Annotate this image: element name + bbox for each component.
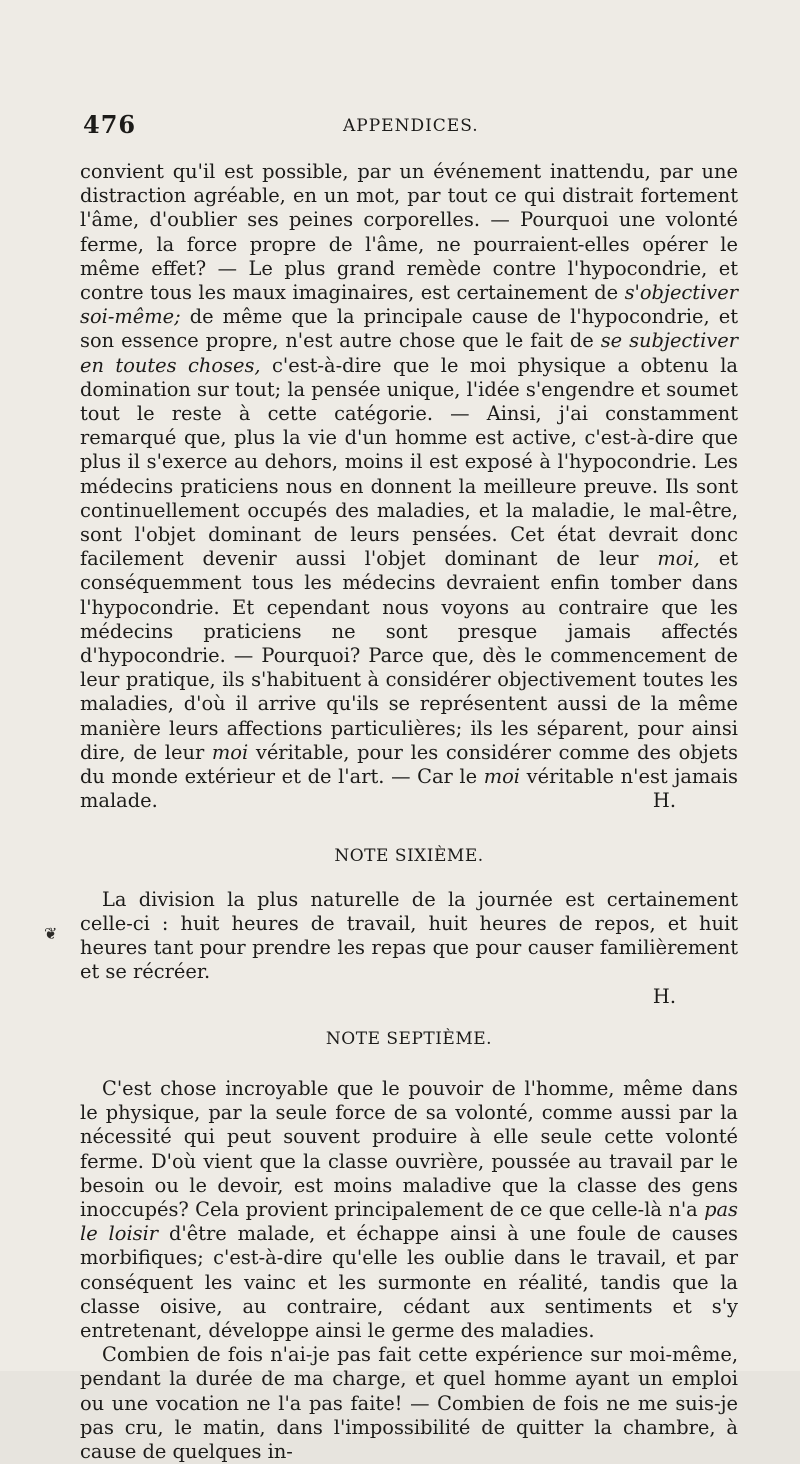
- paragraph: [80, 888, 738, 985]
- text-run: Combien de fois n'ai-je pas fait cette expérience sur moi-même, pendant la durée de ma charge, et quel homme ayant un emploi ou une vocation ne l'a pas faite! — Combien de fois ne me suis-je pas cru, le matin, dans l'impossibilité de quitter la chambre, à cause de quelques in-: [80, 1343, 738, 1463]
- signature: H.: [652, 789, 676, 813]
- text-run: convient qu'il est possible, par un événement inattendu, par une distraction agréable, en un mot, par tout ce qui distrait fortement l'âme, d'oublier ses peines corporelles. — Pourquoi une volonté ferme, la force propre de l'âme, ne pourraient-elles opérer le même effet? — Le plus grand remède contre l'hypocondrie, et contre tous les maux imaginaires, est certainement de: [80, 160, 738, 305]
- paragraph: [80, 1343, 738, 1464]
- note-title: NOTE SIXIÈME.: [334, 845, 484, 866]
- paragraph-continuation: [80, 160, 738, 813]
- italic-run: pas le loisir: [80, 1197, 738, 1246]
- italic-run: s'objectiver soi-même;: [80, 281, 738, 329]
- text-run: C'est chose incroyable que le pouvoir de l'homme, même dans le physique, par la seule force de sa volonté, comme aussi par la nécessité qui peut souvent produire à elle seule cette volonté ferme. D'où vient que la classe ouvrière, poussée au travail par le besoin ou le devoir, est moins maladive que la classe des gens inoccupés? Cela provient principalement de ce que celle-là n'a: [80, 1076, 738, 1221]
- signature: H.: [652, 984, 676, 1008]
- italic-run: se subjectiver en toutes choses,: [80, 329, 738, 377]
- note-title: NOTE SEPTIÈME.: [325, 1028, 493, 1049]
- italic-run: moi,: [657, 547, 700, 571]
- page-header: [0, 110, 800, 140]
- page-body: [80, 160, 738, 1464]
- text-run: véritable n'est jamais malade.: [80, 765, 739, 813]
- italic-run: moi: [483, 765, 521, 789]
- text-run: de même que la principale cause de l'hypocondrie, et son essence propre, n'est autre chose que le fait de: [80, 305, 738, 353]
- running-head: APPENDICES.: [343, 116, 479, 136]
- page-number: 476: [83, 110, 137, 139]
- text-run: La division la plus naturelle de la journée est certainement celle-ci : huit heures de travail, huit heures de repos, et huit heures tant pour prendre les repas que pour causer familièrement et se récréer.: [80, 887, 738, 984]
- text-run: et conséquemment tous les médecins devraient enfin tomber dans l'hypocondrie. Et cependant nous voyons au contraire que les médecins praticiens ne sont presque jamais affectés d'hypocondrie. — Pourquoi? Parce que, dès le commencement de leur pratique, ils s'habituent à considérer objectivement toutes les maladies, d'où il arrive qu'ils se représentent aussi de la même manière leurs affections particulières; ils les séparent, pour ainsi dire, de leur: [80, 547, 739, 764]
- text-run: c'est-à-dire que le moi physique a obtenu la domination sur tout; la pensée unique, l'idée s'engendre et soumet tout le reste à cette catégorie. — Ainsi, j'ai constamment remarqué que, plus la vie d'un homme est active, c'est-à-dire que plus il s'exerce au dehors, moins il est exposé à l'hypocondrie. Les médecins praticiens nous en donnent la meilleure preuve. Ils sont continuellement occupés des maladies, et la maladie, le mal-être, sont l'objet dominant de leurs pensées. Cet état devrait donc facilement devenir aussi l'objet dominant de leur: [80, 353, 739, 571]
- italic-run: moi: [211, 740, 249, 764]
- margin-mark: ❦: [44, 924, 58, 943]
- text-run: véritable, pour les considérer comme des objets du monde extérieur et de l'art. — Car le: [80, 740, 738, 789]
- paragraph: [80, 1077, 738, 1343]
- text-run: d'être malade, et échappe ainsi à une foule de causes morbifiques; c'est-à-dire qu'elle les oublie dans le travail, et par conséquent les vainc et les surmonte en réalité, tandis que la classe oisive, au contraire, cédant aux sentiments et s'y entretenant, développe ainsi le germe des maladies.: [80, 1222, 738, 1342]
